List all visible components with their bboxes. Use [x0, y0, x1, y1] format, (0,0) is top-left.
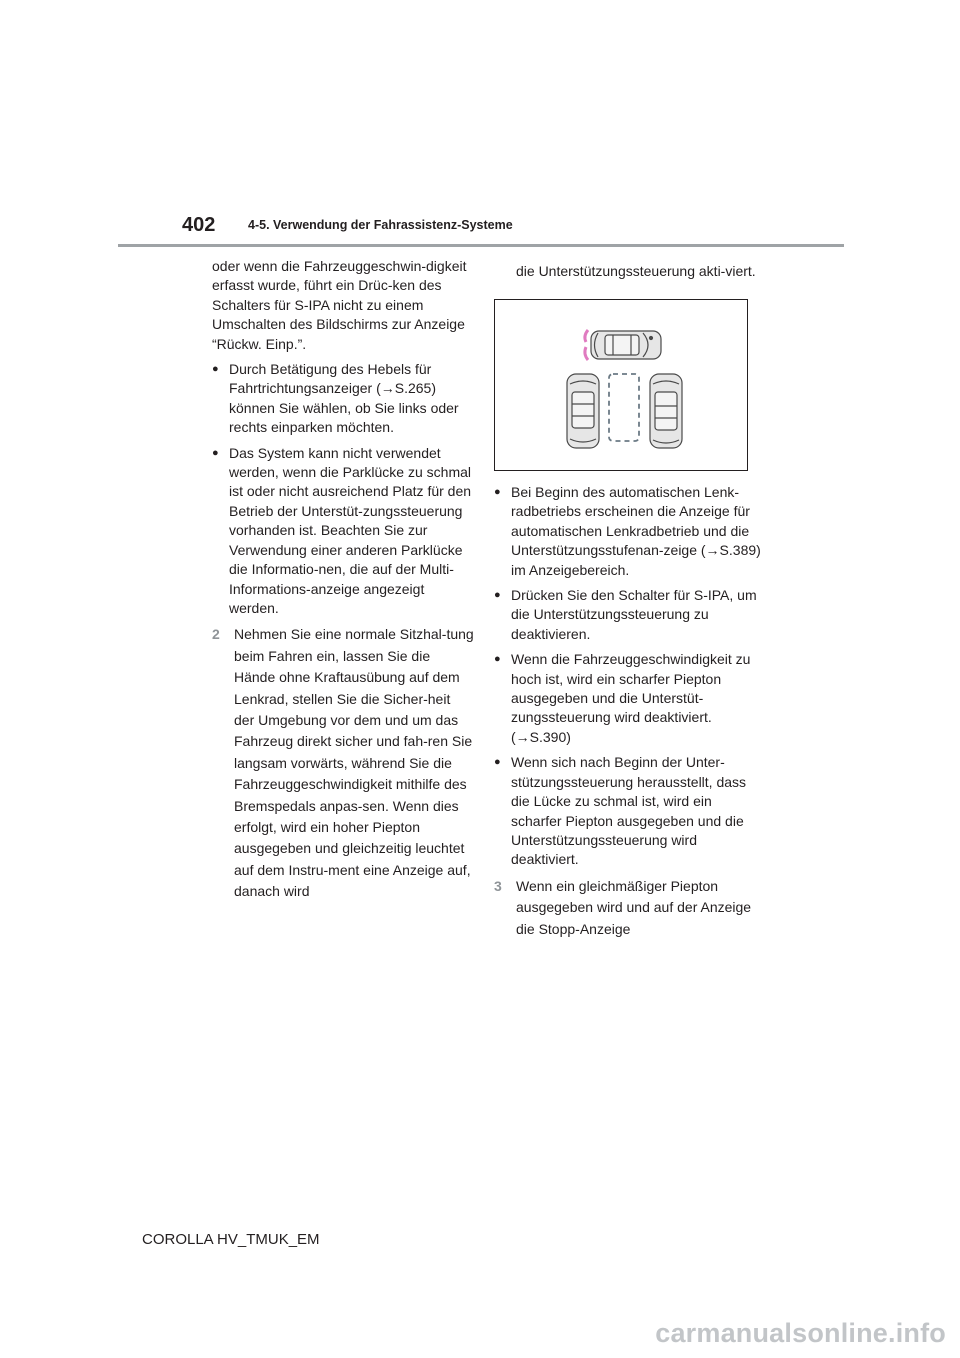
left-column	[212, 257, 474, 903]
bullet-item: ● Bei Beginn des automatischen Lenk-radbetriebs erscheinen die Anzeige für automatischen Lenkradbetrieb und die Unterstützungsstufenan-zeige (→S.389) im Anzeigebereich.	[494, 483, 764, 580]
parking-figure	[494, 299, 748, 471]
maneuvering-car	[591, 331, 661, 359]
bullet-item: ● Wenn die Fahrzeuggeschwindigkeit zu hoch ist, wird ein scharfer Piepton ausgegeben und die Unterstüt-zungssteuerung wird deaktiviert. (→S.390)	[494, 650, 764, 747]
step-number: 2	[212, 626, 220, 643]
page-number: 402	[182, 214, 216, 236]
intro-paragraph: oder wenn die Fahrzeuggeschwin-digkeit erfasst wurde, führt ein Drüc-ken des Schalters für S-IPA nicht zu einem Umschalten des Bildschirms zur Anzeige “Rückw. Einp.”.	[212, 258, 467, 352]
continuation-text: die Unterstützungssteuerung akti-viert.	[516, 263, 756, 279]
sensor-marks	[585, 330, 588, 360]
parked-car-left	[567, 374, 599, 448]
bullet-item: ● Das System kann nicht verwendet werden, wenn die Parklücke zu schmal ist oder nicht ausreichend Platz für den Betrieb der Unterstüt-zungssteuerung vorhanden ist. Beachten Sie zur Verwendung einer anderen Parklücke die Informatio-nen, die auf der Multi-Informations-anzeige angezeigt werden.	[212, 444, 474, 619]
step-number: 3	[494, 877, 502, 894]
bullet-item: ● Durch Betätigung des Hebels für Fahrtrichtungsanzeiger (→S.265) können Sie wählen, ob Sie links oder rechts einparken möchten.	[212, 360, 474, 438]
watermark: carmanualsonline.info	[655, 1318, 946, 1348]
right-column	[494, 257, 764, 940]
bullet-item: ● Drücken Sie den Schalter für S-IPA, um die Unterstützungssteuerung zu deaktivieren.	[494, 586, 764, 644]
footer-model-code: COROLLA HV_TMUK_EM	[142, 1231, 320, 1248]
step-text: Nehmen Sie eine normale Sitzhal-tung beim Fahren ein, lassen Sie die Hände ohne Kraftausübung auf dem Lenkrad, stellen Sie die Sicher-heit der Umgebung vor dem und um das Fahrzeug direkt sicher und fah-ren Sie langsam vorwärts, während Sie die Fahrzeuggeschwindigkeit mithilfe des Bremspedals anpas-sen. Wenn dies erfolgt, wird ein hoher Piepton ausgegeben und gleichzeitig leuchtet auf dem Instru-ment eine Anzeige auf, danach wird	[234, 626, 474, 900]
parking-diagram-icon	[495, 300, 746, 469]
bullet-item: ● Wenn sich nach Beginn der Unter-stützungssteuerung herausstellt, dass die Lücke zu schmal ist, wird ein scharfer Piepton ausgegeben und die Unterstützungssteuerung wird deaktiviert.	[494, 753, 764, 869]
step-2	[212, 624, 474, 902]
header-divider	[118, 244, 844, 247]
step-3	[494, 876, 764, 940]
target-parking-spot	[609, 374, 639, 441]
parked-car-right	[650, 374, 682, 448]
section-title: 4-5. Verwendung der Fahrassistenz-Systeme	[248, 218, 513, 232]
step-text: Wenn ein gleichmäßiger Piepton ausgegeben wird und auf der Anzeige die Stopp-Anzeige	[516, 877, 752, 937]
